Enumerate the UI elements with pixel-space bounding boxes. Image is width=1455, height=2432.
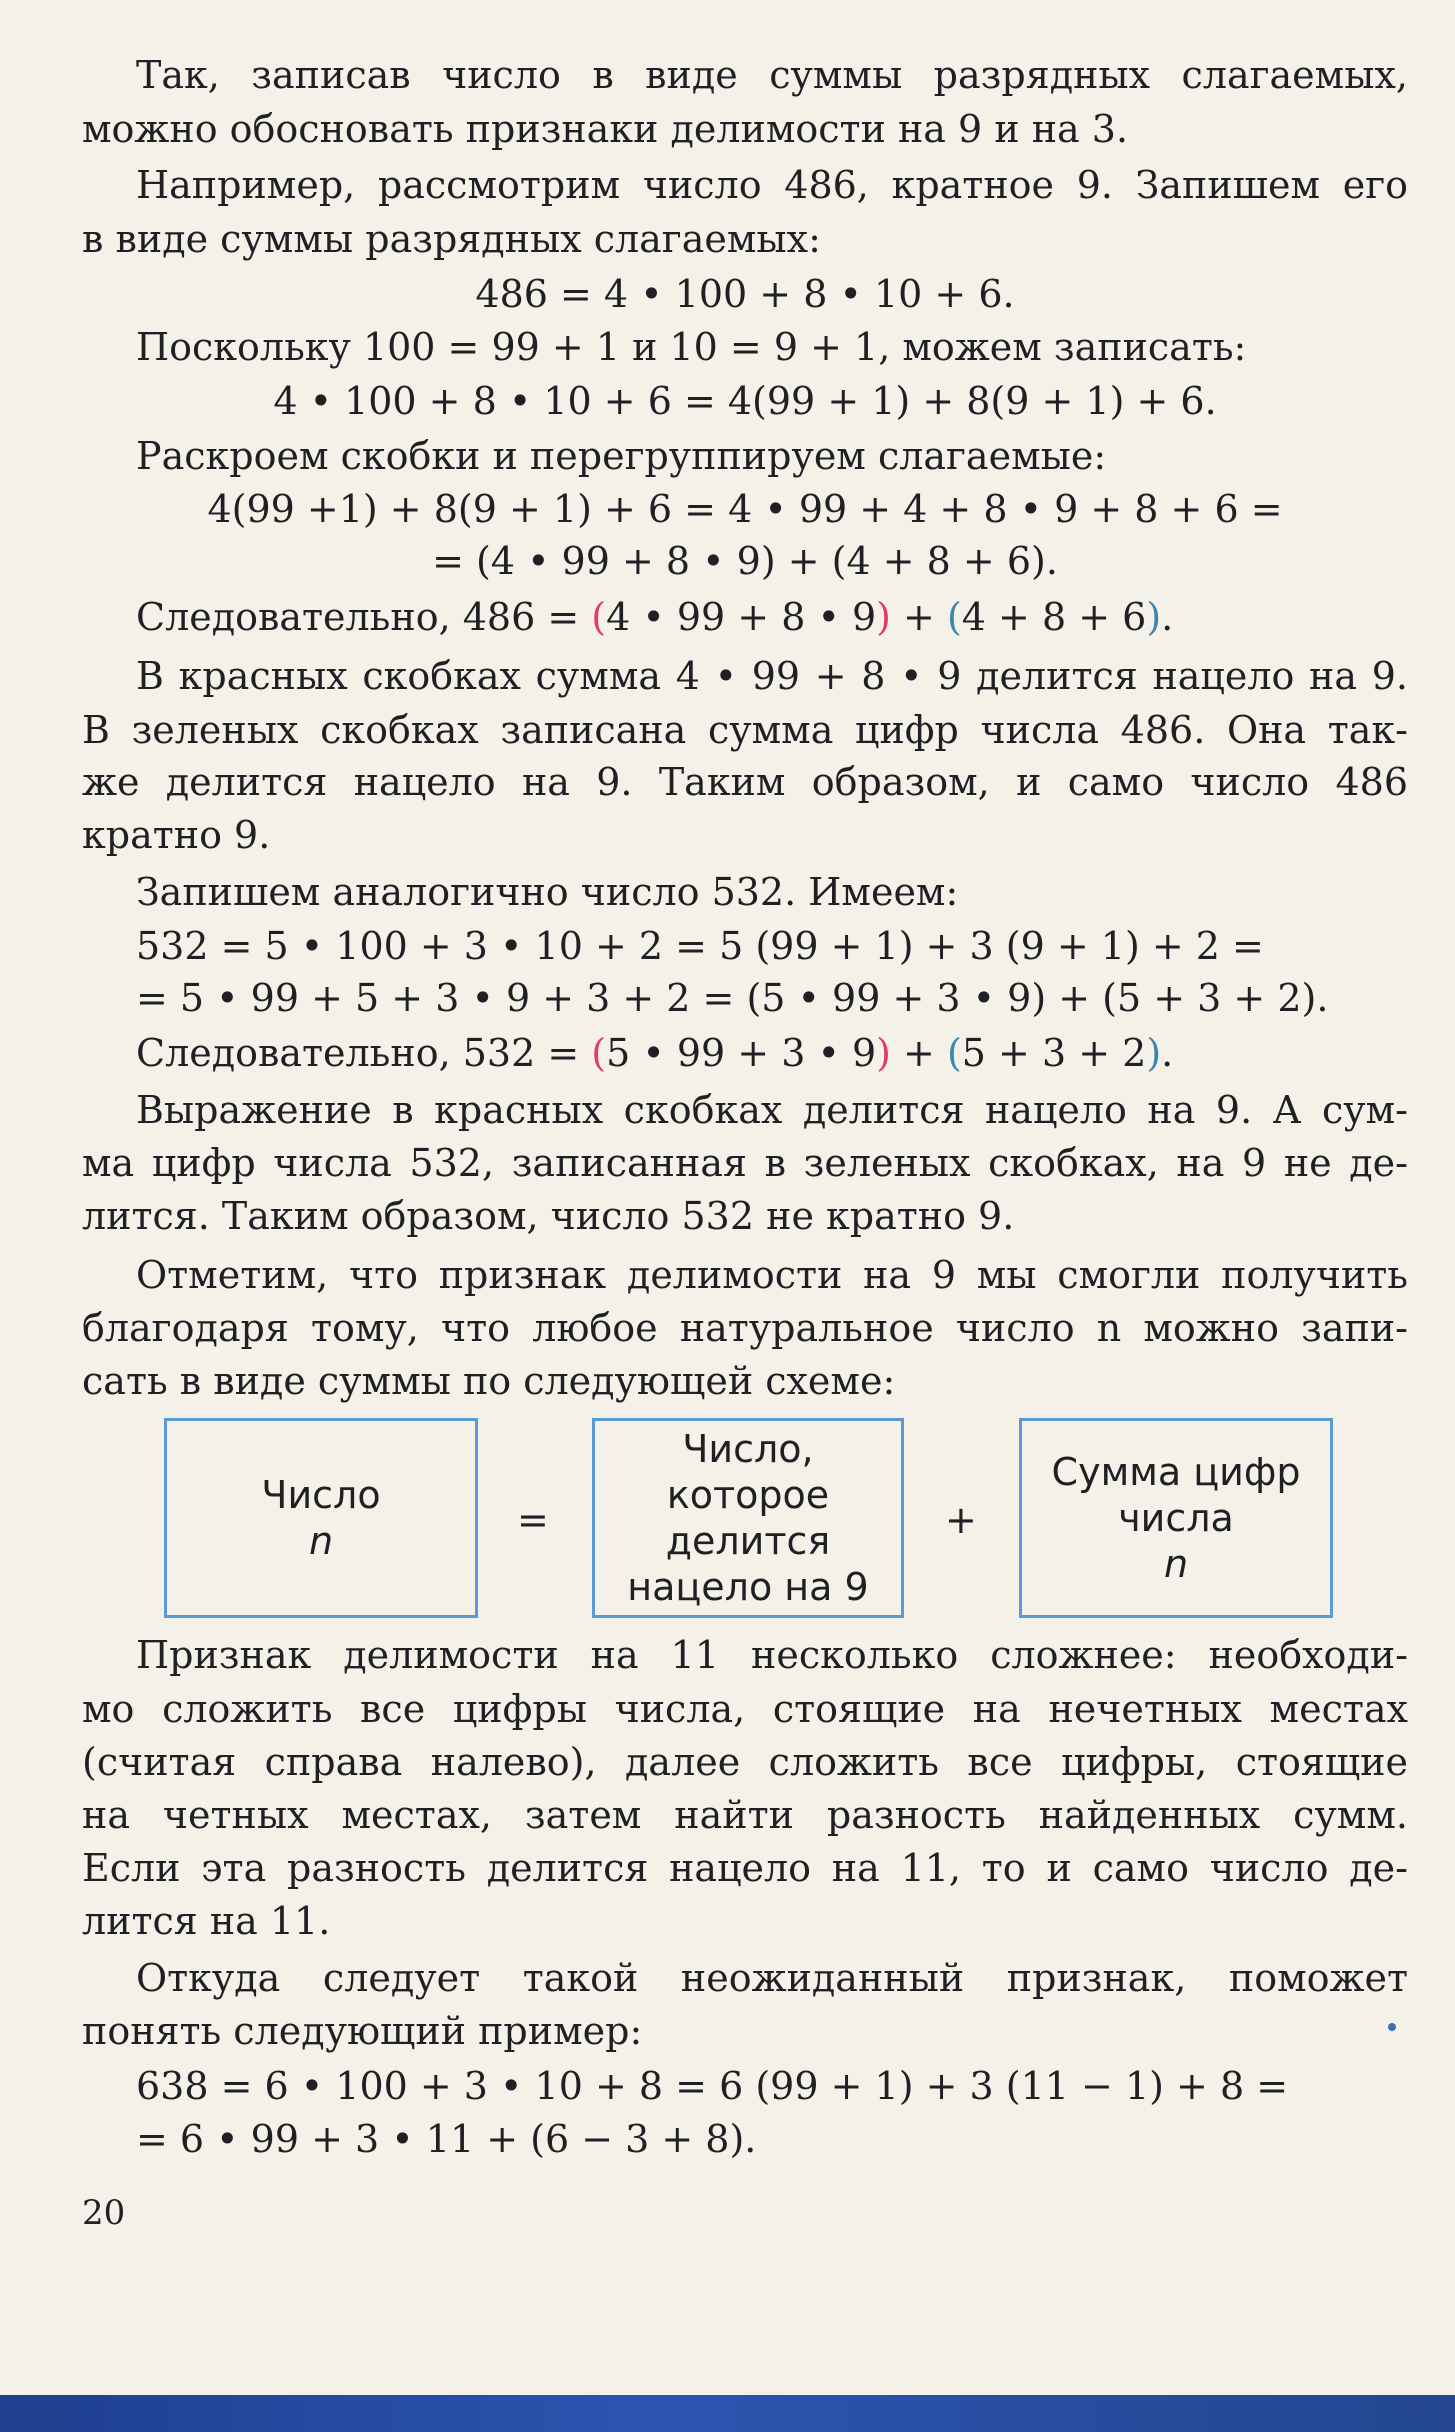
paragraph-9-line-1: Признак делимости на 11 несколько сложнее: необходи- — [136, 1633, 1408, 1677]
paragraph-5-line-3: же делится нацело на 9. Таким образом, и само число 486 — [82, 760, 1408, 804]
conclusion-486 — [136, 591, 1408, 643]
equation-638-line-1: 638 = 6 • 100 + 3 • 10 + 8 = 6 (99 + 1) + 3 (11 − 1) + 8 = — [136, 2064, 1289, 2108]
green-bracket-content: 4 + 8 + 6 — [961, 595, 1147, 639]
scheme-box-multiple-line-4: нацело на 9 — [627, 1565, 869, 1609]
equation-486-rewrite: 4 • 100 + 8 • 10 + 6 = 4(99 + 1) + 8(9 + 1) + 6. — [273, 379, 1217, 423]
paragraph-10-line-1: Откуда следует такой неожиданный признак, поможет — [136, 1956, 1408, 2000]
paragraph-5-line-4: кратно 9. — [82, 813, 271, 857]
decorative-dot — [1388, 2023, 1396, 2031]
paragraph-5-line-2: В зеленых скобках записана сумма цифр числа 486. Она так- — [82, 708, 1408, 752]
equation-486-expansion: 486 = 4 • 100 + 8 • 10 + 6. — [475, 272, 1015, 316]
scheme-equals-sign: = — [517, 1498, 549, 1542]
green-bracket-close: ) — [1146, 595, 1162, 639]
paragraph-9-line-3: (считая справа налево), далее сложить все цифры, стоящие — [82, 1740, 1408, 1784]
scheme-box-multiple-of-9 — [592, 1418, 904, 1618]
scheme-box-number-line-2: n — [308, 1519, 334, 1563]
paragraph-9-line-6: лится на 11. — [82, 1899, 331, 1943]
paragraph-2-line-2: в виде суммы разрядных слагаемых: — [82, 217, 821, 261]
green-bracket-open: ( — [946, 1031, 962, 1075]
paragraph-7-line-2: ма цифр числа 532, записанная в зеленых скобках, на 9 не де- — [82, 1141, 1408, 1185]
page-number: 20 — [82, 2193, 126, 2233]
paragraph-9-line-5: Если эта разность делится нацело на 11, то и само число де- — [82, 1846, 1408, 1890]
paragraph-10-line-2: понять следующий пример: — [82, 2009, 643, 2053]
paragraph-7-line-1: Выражение в красных скобках делится нацело на 9. А сум- — [136, 1088, 1408, 1132]
scheme-box-digit-sum-line-3: n — [1163, 1542, 1189, 1586]
green-bracket-content: 5 + 3 + 2 — [961, 1031, 1147, 1075]
plus-sign: + — [890, 1031, 947, 1075]
paragraph-1-line-2: можно обосновать признаки делимости на 9 и на 3. — [82, 107, 1129, 151]
scheme-plus-sign: + — [945, 1498, 977, 1542]
paragraph-7-line-3: лится. Таким образом, число 532 не кратно 9. — [82, 1194, 1015, 1238]
equation-532-line-2: = 5 • 99 + 5 + 3 • 9 + 3 + 2 = (5 • 99 + 3 • 9) + (5 + 3 + 2). — [136, 976, 1329, 1020]
paragraph-2-line-1: Например, рассмотрим число 486, кратное 9. Запишем его — [136, 163, 1408, 207]
scheme-box-digit-sum-line-2: числа — [1118, 1496, 1234, 1540]
equation-486-expand-line-2: = (4 • 99 + 8 • 9) + (4 + 8 + 6). — [432, 539, 1058, 583]
paragraph-9-line-2: мо сложить все цифры числа, стоящие на нечетных местах — [82, 1687, 1408, 1731]
paragraph-4: Раскроем скобки и перегруппируем слагаемые: — [136, 434, 1107, 478]
paragraph-8-line-2: благодаря тому, что любое натуральное число n можно запи- — [82, 1306, 1408, 1350]
paragraph-3: Поскольку 100 = 99 + 1 и 10 = 9 + 1, можем записать: — [136, 325, 1247, 369]
equation-638-line-2: = 6 • 99 + 3 • 11 + (6 − 3 + 8). — [136, 2117, 757, 2161]
red-bracket-close: ) — [876, 1031, 891, 1075]
scheme-box-number — [164, 1418, 478, 1618]
conclusion-532 — [136, 1027, 1408, 1079]
bottom-cover-band — [0, 2395, 1455, 2432]
scheme-box-digit-sum-line-1: Сумма цифр — [1051, 1450, 1301, 1494]
conclusion-486-prefix: Следовательно, 486 = — [136, 595, 592, 639]
plus-sign: + — [890, 595, 947, 639]
scheme-box-number-line-1: Число — [261, 1473, 381, 1517]
red-bracket-content: 5 • 99 + 3 • 9 — [606, 1031, 877, 1075]
paragraph-6: Запишем аналогично число 532. Имеем: — [136, 870, 959, 914]
green-bracket-close: ) — [1146, 1031, 1162, 1075]
paragraph-9-line-4: на четных местах, затем найти разность найденных сумм. — [82, 1793, 1408, 1837]
period: . — [1161, 595, 1174, 639]
scheme-box-multiple-line-1: Число, — [682, 1427, 814, 1471]
scheme-box-multiple-line-2: которое — [666, 1473, 830, 1517]
paragraph-8-line-1: Отметим, что признак делимости на 9 мы смогли получить — [136, 1253, 1408, 1297]
red-bracket-content: 4 • 99 + 8 • 9 — [606, 595, 877, 639]
red-bracket-open: ( — [591, 595, 607, 639]
period: . — [1161, 1031, 1174, 1075]
red-bracket-open: ( — [591, 1031, 607, 1075]
paragraph-8-line-3: сать в виде суммы по следующей схеме: — [82, 1359, 896, 1403]
paragraph-1-line-1: Так, записав число в виде суммы разрядных слагаемых, — [136, 53, 1408, 97]
red-bracket-close: ) — [876, 595, 891, 639]
green-bracket-open: ( — [946, 595, 962, 639]
scheme-box-digit-sum — [1019, 1418, 1333, 1618]
scheme-box-multiple-line-3: делится — [665, 1519, 831, 1563]
equation-486-expand-line-1: 4(99 +1) + 8(9 + 1) + 6 = 4 • 99 + 4 + 8 • 9 + 8 + 6 = — [207, 487, 1283, 531]
conclusion-532-prefix: Следовательно, 532 = — [136, 1031, 592, 1075]
equation-532-line-1: 532 = 5 • 100 + 3 • 10 + 2 = 5 (99 + 1) + 3 (9 + 1) + 2 = — [136, 924, 1264, 968]
paragraph-5-line-1: В красных скобках сумма 4 • 99 + 8 • 9 делится нацело на 9. — [136, 654, 1408, 698]
